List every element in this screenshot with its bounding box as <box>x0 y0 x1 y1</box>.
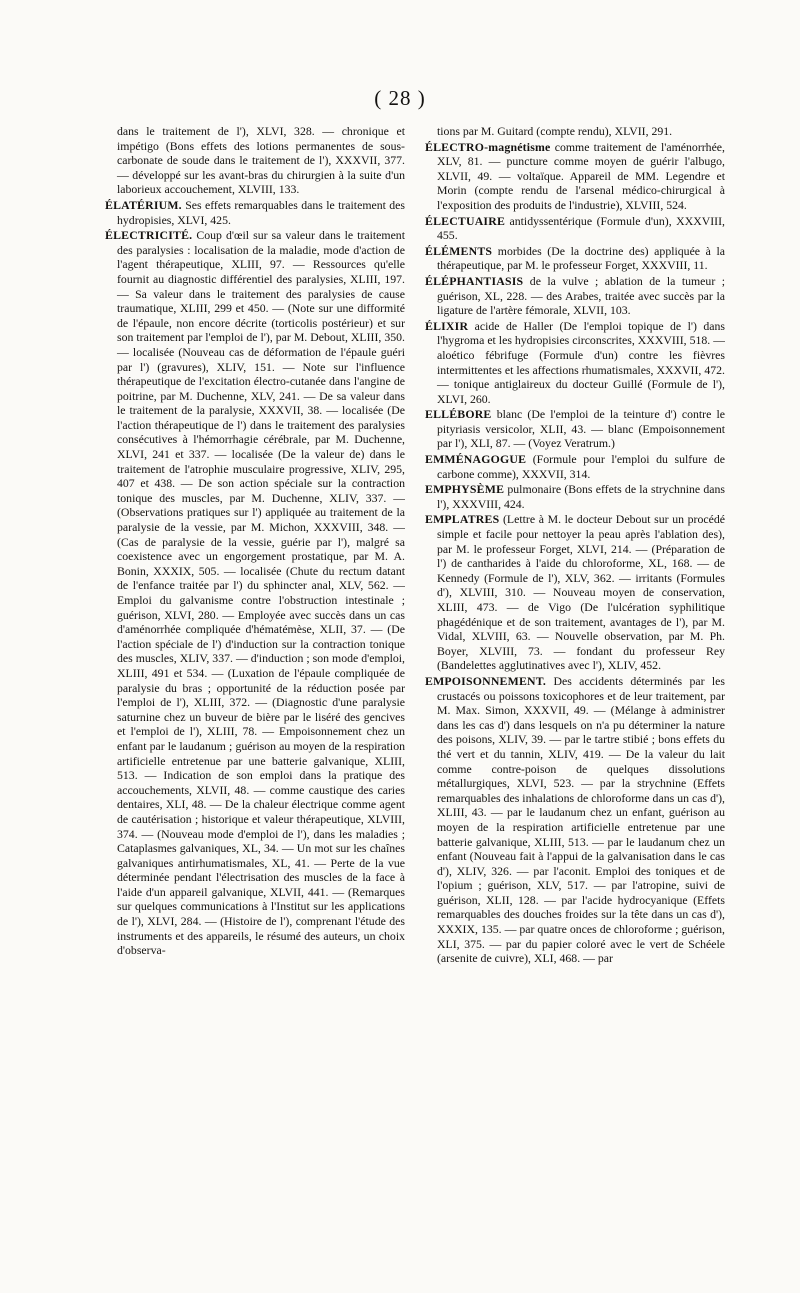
index-entry <box>425 452 725 481</box>
entry-text: acide de Haller (De l'emploi topique de l') dans l'hygroma et les hydropisies circonscrites, XXXVIII, 518. — aloético fébrifuge (Formule d'un) contre les fièvres intermittentes et les affections rhumatismales, XXXVII, 472. — tonique antiglaireux du docteur Guillé (Formule de l'), XLVI, 260. <box>437 318 725 406</box>
entry-text: Des accidents déterminés par les crustacés ou poissons toxicophores et de leur traitement, par M. Max. Simon, XXXVII, 49. — (Mélange à administrer dans les cas d') dans lesquels on n'a pu déterminer la nature des poisons, XLIV, 39. — par le tartre stibié ; bons effets du thé vert et du tannin, XLIV, 419. — De la valeur du lait comme contre-poison de quelques dissolutions métallurgiques, XLVI, 523. — par la strychnine (Effets remarquables des inhalations de chloroforme dans un cas d'), XLIII, 43. — par le laudanum chez un enfant, guérison au moyen de la respiration artificielle entretenue par une batterie galvanique, XLIII, 513. — par le laudanum chez un enfant (Nouveau fait à l'appui de la galvanisation dans le cas d'), XLIV, 326. — par l'aconit. Emploi des toniques et de l'opium ; guérison, XLV, 517. — par l'atropine, suivi de guérison, XLII, 128. — par l'acide hydrocyanique (Effets remarquables des douches froides sur la tête dans un cas d'), XXXIX, 135. — par quatre onces de chloroforme ; guérison, XLI, 375. — par du papier coloré avec le vert de Schéele (arsenite de cuivre), XLI, 468. — par <box>437 673 725 966</box>
index-entry <box>425 674 725 966</box>
entry-text: morbides (De la doctrine des) appliquée à la thérapeutique, par M. le professeur Forget, XXXVIII, 11. <box>437 243 725 273</box>
entry-text: Coup d'œil sur sa valeur dans le traitement des paralysies : localisation de la maladie, mode d'action de l'agent thérapeutique, XLIII, 97. — Ressources qu'elle fournit au diagnostic différentiel des paralysies, XLIII, 197. — Sa valeur dans le traitement des paralysies de cause traumatique, XLIII, 299 et 450. — (Note sur une difformité de l'épaule, non encore décrite (torticolis postérieur) et sur son traitement par l'emploi de l'), par M. Debout, XLIII, 350. — localisée (Nouveau cas de déformation de l'épaule guéri par l') (gravures), XLIV, 151. — Note sur l'influence thérapeutique de l'excitation électro-cutanée dans l'angine de poitrine, par M. Duchenne, XLV, 241. — De sa valeur dans le traitement de la paralysie, XXXVII, 38. — localisée (De l'action thérapeutique de l') dans le traitement des paralysies consécutives à l'hémorrhagie cérébrale, par M. Duchenne, XLVI, 241 et 337. — localisée (De la valeur de) dans le traitement de l'atrophie musculaire progressive, XLIV, 295, 407 et 438. — De son action spéciale sur la contraction tonique des muscles, par M. Duchenne, XLIV, 337. — (Observations pratiques sur l') appliquée au traitement de la paralysie de la vessie, par M. Michon, XXXVIII, 348. — (Cas de paralysie de la vessie, guérie par l'), malgré sa coexistence avec un engorgement prostatique, par M. A. Bonin, XXXIX, 505. — localisée (Chute du rectum datant de l'enfance traitée par l') du sphincter anal, XLV, 562. — Emploi du galvanisme contre l'obstruction intestinale ; guérison, XLVI, 280. — Employée avec succès dans un cas d'aménorrhée compliquée d'hématémèse, XLII, 37. — (De l'action spéciale de l') d'induction sur la contraction tonique des muscles, XLIV, 337. — d'induction ; son mode d'emploi, XLIII, 491 et 534. — (Luxation de l'épaule compliquée de paralysie du bras ; opportunité de la réduction posée par l'emploi de l'), XLIII, 372. — (Diagnostic d'une paralysie saturnine chez un buveur de bière par le liséré des gencives et l'emploi de l'), XLIII, 78. — Empoisonnement chez un enfant par le laudanum ; guérison au moyen de la respiration artificielle entretenue par une batterie galvanique, XLIII, 513. — Indication de son emploi dans la pratique des accouchements, XLVII, 48. — comme caustique des caries dentaires, XLI, 48. — De la chaleur électrique comme agent de cautérisation ; historique et valeur thérapeutique, XLVIII, 374. — (Nouveau mode d'emploi de l'), dans les maladies ; Cataplasmes galvaniques, XL, 34. — Un mot sur les chaînes galvaniques antirhumatismales, XL, 41. — Perte de la vue déterminée pendant l'électrisation des muscles de la face à l'aide d'un appareil galvanique, XLVII, 441. — (Remarques sur quelques communications à l'Institut sur les applications de l'), XLVI, 284. — (Histoire de l'), comprenant l'étude des instruments et des appareils, le résumé des auteurs, un choix d'observa- <box>117 228 405 958</box>
index-entry <box>425 482 725 511</box>
index-entry <box>105 124 405 197</box>
entry-headword: ÉLECTUAIRE <box>425 213 506 228</box>
entry-headword: EMPLATRES <box>425 512 500 527</box>
left-column <box>105 124 405 1244</box>
entry-headword: ÉLATÉRIUM. <box>105 197 182 212</box>
index-entry <box>425 140 725 213</box>
entry-text: (Formule pour l'emploi du sulfure de carbone comme), XXXVII, 314. <box>437 452 725 481</box>
index-entry <box>425 214 725 243</box>
entry-text: blanc (De l'emploi de la teinture d') contre le pityriasis versicolor, XLII, 43. — blanc (Empoisonnement par l'), XLI, 87. — (Voyez Veratrum.) <box>437 407 725 451</box>
index-entry <box>425 244 725 273</box>
entry-headword: ÉLIXIR <box>425 318 469 333</box>
right-column <box>425 124 725 1244</box>
entry-headword: ÉLÉMENTS <box>425 243 493 258</box>
entry-headword: ÉLECTRO-magnétisme <box>425 139 551 154</box>
index-entry <box>425 512 725 673</box>
entry-headword: ELLÉBORE <box>425 407 492 422</box>
index-entry <box>425 124 725 139</box>
entry-headword: EMPOISONNEMENT. <box>425 673 547 688</box>
page-number: ( 28 ) <box>374 86 426 110</box>
entry-headword: ÉLÉPHANTIASIS <box>425 273 524 288</box>
entry-headword: EMMÉNAGOGUE <box>425 452 527 467</box>
entry-text: comme traitement de l'aménorrhée, XLV, 81. — puncture comme moyen de guérir l'albugo, XLVII, 49. — voltaïque. Appareil de MM. Legendre et Morin (compte rendu de l'arsenal médico-chirurgical à l'exposition des produits de l'industrie), XLVIII, 524. <box>437 139 725 212</box>
entry-headword: EMPHYSÈME <box>425 482 505 497</box>
index-entry <box>425 407 725 451</box>
text-columns <box>105 124 725 1244</box>
entry-text: tions par M. Guitard (compte rendu), XLVII, 291. <box>437 124 673 138</box>
entry-text: antidyssentérique (Formule d'un), XXXVIII, 455. <box>437 213 725 243</box>
index-entry <box>105 228 405 958</box>
entry-text: dans le traitement de l'), XLVI, 328. — chronique et impétigo (Bons effets des lotions permanentes de sous-carbonate de soude dans le traitement de l'), XXXVII, 377. — développé sur les avant-bras du chirurgien à la suite d'un laborieux accouchement, XLVIII, 133. <box>117 124 405 197</box>
index-entry <box>425 319 725 407</box>
entry-text: de la vulve ; ablation de la tumeur ; guérison, XL, 228. — des Arabes, traitée avec succès par la ligature de l'artère fémorale, XLVII, 103. <box>437 273 725 318</box>
entry-headword: ÉLECTRICITÉ. <box>105 228 193 243</box>
entry-text: pulmonaire (Bons effets de la strychnine dans l'), XXXVIII, 424. <box>437 482 725 511</box>
index-entry <box>425 274 725 318</box>
entry-text: (Lettre à M. le docteur Debout sur un procédé simple et facile pour nettoyer la peau après l'ablation des), par M. le professeur Forget, XLVI, 214. — (Préparation de l') de cantharides à l'aide du chloroforme, XL, 168. — de Kennedy (Formule de l'), XLV, 362. — irritants (Formules d'), XLVIII, 310. — Nouveau moyen de conservation, XLIII, 473. — de Vigo (De l'ulcération syphilitique phagédénique et de son traitement, avantages de l'), par M. Vidal, XLVIII, 63. — Nouvelle observation, par M. Ph. Boyer, XLVIII, 73. — fondant du professeur Rey (Bandelettes agglutinatives avec l'), XLIV, 452. <box>437 512 725 673</box>
entry-text: Ses effets remarquables dans le traitement des hydropisies, XLVI, 425. <box>117 197 405 227</box>
index-entry <box>105 198 405 227</box>
